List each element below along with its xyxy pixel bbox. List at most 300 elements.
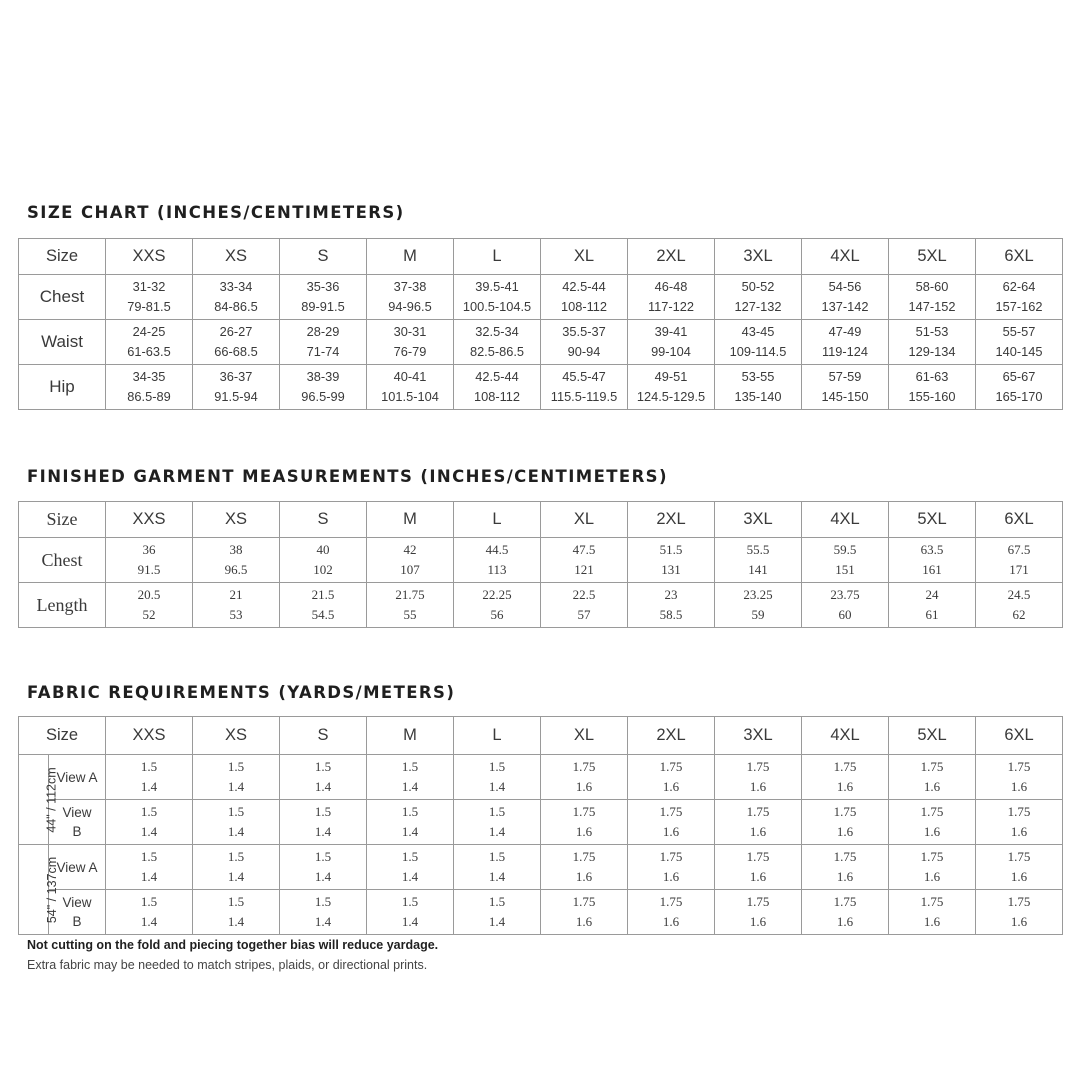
measurement-cell (106, 538, 193, 583)
view-label-line: View (62, 805, 92, 820)
size-header: Size (19, 502, 106, 538)
yards-value: 1.75 (572, 759, 596, 774)
inches-value: 51-53 (915, 324, 949, 339)
size-col-header: 5XL (889, 239, 976, 275)
measurement-cell (802, 538, 889, 583)
cm-value: 140-145 (995, 344, 1043, 359)
yards-value: 1.5 (488, 894, 506, 909)
inches-value: 59.5 (833, 542, 857, 557)
inches-value: 22.5 (572, 587, 596, 602)
measurement-cell (193, 538, 280, 583)
meters-value: 1.4 (314, 869, 332, 884)
row-label: Waist (19, 320, 106, 365)
yards-value: 1.5 (140, 759, 158, 774)
measurement-cell (454, 320, 541, 365)
inches-value: 31-32 (132, 279, 166, 294)
cm-value: 57 (577, 607, 591, 622)
measurement-cell (889, 583, 976, 628)
meters-value: 1.6 (662, 779, 680, 794)
fabric-cell (454, 800, 541, 845)
measurement-cell (976, 583, 1063, 628)
measurement-cell (976, 275, 1063, 320)
measurement-cell (715, 365, 802, 410)
fabric-cell (715, 890, 802, 935)
fabric-row (19, 755, 1063, 800)
measurement-cell (280, 583, 367, 628)
yards-value: 1.5 (401, 804, 419, 819)
cm-value: 54.5 (311, 607, 335, 622)
inches-value: 22.25 (482, 587, 512, 602)
inches-value: 21 (229, 587, 243, 602)
fabric-cell (367, 845, 454, 890)
inches-value: 53-55 (741, 369, 775, 384)
cm-value: 119-124 (821, 344, 868, 359)
cm-value: 52 (142, 607, 156, 622)
measurement-cell (106, 320, 193, 365)
yards-value: 1.5 (401, 759, 419, 774)
fabric-cell (280, 845, 367, 890)
measurement-cell (628, 538, 715, 583)
meters-value: 1.6 (923, 779, 941, 794)
cm-value: 91.5 (137, 562, 161, 577)
cm-value: 113 (487, 562, 507, 577)
measurement-cell (628, 320, 715, 365)
inches-value: 49-51 (654, 369, 688, 384)
cm-value: 66-68.5 (214, 344, 258, 359)
inches-value: 39.5-41 (475, 279, 519, 294)
cm-value: 131 (661, 562, 681, 577)
measurement-row (19, 320, 1063, 365)
cm-value: 161 (922, 562, 942, 577)
meters-value: 1.6 (836, 869, 854, 884)
cm-value: 84-86.5 (214, 299, 258, 314)
inches-value: 43-45 (741, 324, 775, 339)
yards-value: 1.75 (833, 894, 857, 909)
cm-value: 108-112 (473, 389, 520, 404)
inches-value: 21.75 (395, 587, 425, 602)
fabric-cell (193, 845, 280, 890)
cm-value: 109-114.5 (729, 344, 787, 359)
size-header: Size (19, 717, 106, 755)
inches-value: 47.5 (572, 542, 596, 557)
inches-value: 51.5 (659, 542, 683, 557)
inches-value: 24.5 (1007, 587, 1031, 602)
cm-value: 121 (574, 562, 594, 577)
size-col-header: XS (193, 502, 280, 538)
meters-value: 1.6 (749, 914, 767, 929)
size-col-header: 4XL (802, 717, 889, 755)
yards-value: 1.75 (659, 894, 683, 909)
yards-value: 1.5 (140, 804, 158, 819)
measurement-cell (367, 320, 454, 365)
meters-value: 1.4 (401, 869, 419, 884)
measurement-row (19, 365, 1063, 410)
inches-value: 42 (403, 542, 417, 557)
meters-value: 1.6 (923, 869, 941, 884)
cm-value: 94-96.5 (388, 299, 432, 314)
cm-value: 58.5 (659, 607, 683, 622)
fabric-row (19, 845, 1063, 890)
cm-value: 141 (748, 562, 768, 577)
meters-value: 1.6 (836, 779, 854, 794)
inches-value: 65-67 (1002, 369, 1036, 384)
fabric-cell (454, 845, 541, 890)
fabric-cell (541, 890, 628, 935)
fabric-width-text: 44" / 112cm (44, 766, 59, 833)
inches-value: 42.5-44 (562, 279, 606, 294)
measurement-cell (628, 365, 715, 410)
inches-value: 45.5-47 (562, 369, 606, 384)
cm-value: 89-91.5 (301, 299, 345, 314)
fabric-cell (541, 845, 628, 890)
size-col-header: XXS (106, 502, 193, 538)
inches-value: 50-52 (741, 279, 775, 294)
size-col-header: 6XL (976, 239, 1063, 275)
measurement-cell (541, 538, 628, 583)
fabric-cell (802, 755, 889, 800)
cm-value: 145-150 (821, 389, 869, 404)
measurement-cell (628, 275, 715, 320)
fabric-cell (280, 890, 367, 935)
yards-value: 1.75 (833, 804, 857, 819)
size-col-header: L (454, 502, 541, 538)
cm-value: 59 (751, 607, 765, 622)
fabric-cell (280, 755, 367, 800)
yards-value: 1.75 (1007, 849, 1031, 864)
measurement-cell (976, 365, 1063, 410)
meters-value: 1.6 (662, 869, 680, 884)
inches-value: 34-35 (132, 369, 166, 384)
fabric-cell (541, 800, 628, 845)
size-col-header: 6XL (976, 502, 1063, 538)
meters-value: 1.4 (227, 824, 245, 839)
measurement-row (19, 275, 1063, 320)
meters-value: 1.4 (488, 914, 506, 929)
size-col-header: 3XL (715, 239, 802, 275)
fabric-cell (193, 890, 280, 935)
fabric-cell (802, 890, 889, 935)
size-col-header: S (280, 717, 367, 755)
size-col-header: XS (193, 717, 280, 755)
cm-value: 127-132 (734, 299, 782, 314)
cm-value: 56 (490, 607, 504, 622)
inches-value: 33-34 (219, 279, 253, 294)
fabric-cell (193, 755, 280, 800)
measurement-cell (715, 583, 802, 628)
inches-value: 28-29 (306, 324, 340, 339)
meters-value: 1.4 (314, 914, 332, 929)
meters-value: 1.6 (1010, 779, 1028, 794)
inches-value: 35.5-37 (562, 324, 606, 339)
fabric-width-label (19, 755, 59, 845)
inches-value: 32.5-34 (475, 324, 519, 339)
yards-value: 1.5 (488, 759, 506, 774)
size-col-header: 5XL (889, 717, 976, 755)
yards-value: 1.75 (572, 804, 596, 819)
cm-value: 60 (838, 607, 852, 622)
meters-value: 1.6 (1010, 824, 1028, 839)
fabric-cell (889, 845, 976, 890)
inches-value: 67.5 (1007, 542, 1031, 557)
measurement-cell (193, 275, 280, 320)
meters-value: 1.6 (1010, 869, 1028, 884)
cm-value: 90-94 (567, 344, 601, 359)
measurement-cell (715, 320, 802, 365)
measurement-cell (889, 275, 976, 320)
fabric-cell (628, 890, 715, 935)
row-label: Chest (19, 538, 106, 583)
yards-value: 1.75 (920, 759, 944, 774)
measurement-cell (541, 320, 628, 365)
inches-value: 40 (316, 542, 330, 557)
fabric-cell (367, 800, 454, 845)
meters-value: 1.6 (575, 824, 593, 839)
yards-value: 1.75 (920, 849, 944, 864)
measurement-row (19, 538, 1063, 583)
cm-value: 107 (400, 562, 420, 577)
fabric-cell (889, 755, 976, 800)
meters-value: 1.4 (488, 779, 506, 794)
row-label: Hip (19, 365, 106, 410)
measurement-cell (280, 320, 367, 365)
size-col-header: 2XL (628, 502, 715, 538)
inches-value: 36 (142, 542, 156, 557)
yards-value: 1.75 (572, 894, 596, 909)
measurement-cell (367, 583, 454, 628)
meters-value: 1.6 (836, 914, 854, 929)
measurement-cell (889, 320, 976, 365)
measurement-cell (889, 538, 976, 583)
fabric-cell (889, 800, 976, 845)
cm-value: 157-162 (995, 299, 1043, 314)
inches-value: 55.5 (746, 542, 770, 557)
fabric-cell (367, 890, 454, 935)
fabric-cell (628, 755, 715, 800)
cm-value: 117-122 (647, 299, 694, 314)
meters-value: 1.4 (488, 869, 506, 884)
inches-value: 36-37 (219, 369, 253, 384)
meters-value: 1.4 (401, 779, 419, 794)
measurement-cell (367, 538, 454, 583)
fabric-cell (628, 845, 715, 890)
inches-value: 47-49 (828, 324, 862, 339)
fabric-cell (976, 890, 1063, 935)
cm-value: 165-170 (995, 389, 1043, 404)
fabric-cell (715, 845, 802, 890)
inches-value: 57-59 (828, 369, 862, 384)
fabric-cell (715, 755, 802, 800)
measurement-cell (454, 365, 541, 410)
yards-value: 1.75 (746, 849, 770, 864)
yards-value: 1.5 (401, 894, 419, 909)
yards-value: 1.5 (314, 894, 332, 909)
measurement-cell (193, 583, 280, 628)
meters-value: 1.6 (662, 824, 680, 839)
meters-value: 1.6 (923, 914, 941, 929)
yards-value: 1.75 (1007, 759, 1031, 774)
measurement-cell (541, 583, 628, 628)
inches-value: 38-39 (306, 369, 340, 384)
size-col-header: S (280, 239, 367, 275)
fabric-row (19, 800, 1063, 845)
cm-value: 91.5-94 (214, 389, 258, 404)
cm-value: 53 (229, 607, 243, 622)
cm-value: 61 (925, 607, 939, 622)
inches-value: 23 (664, 587, 678, 602)
meters-value: 1.4 (227, 869, 245, 884)
header-row (19, 717, 1063, 755)
inches-value: 62-64 (1002, 279, 1036, 294)
yards-value: 1.75 (746, 894, 770, 909)
measurement-cell (454, 275, 541, 320)
cm-value: 96.5-99 (301, 389, 345, 404)
cm-value: 62 (1012, 607, 1026, 622)
header-row (19, 502, 1063, 538)
fabric-requirements-table (18, 716, 1063, 935)
cm-value: 129-134 (908, 344, 956, 359)
row-label: Chest (19, 275, 106, 320)
meters-value: 1.6 (662, 914, 680, 929)
notes (27, 938, 438, 972)
yards-value: 1.75 (659, 759, 683, 774)
fabric-row (19, 890, 1063, 935)
cm-value: 100.5-104.5 (462, 299, 532, 314)
size-col-header: 2XL (628, 239, 715, 275)
size-col-header: M (367, 239, 454, 275)
cm-value: 61-63.5 (127, 344, 171, 359)
meters-value: 1.4 (140, 869, 158, 884)
meters-value: 1.6 (749, 869, 767, 884)
cm-value: 102 (313, 562, 333, 577)
yards-value: 1.5 (227, 894, 245, 909)
yards-value: 1.5 (488, 804, 506, 819)
measurement-cell (802, 275, 889, 320)
view-label-line: View (62, 895, 92, 910)
cm-value: 171 (1009, 562, 1029, 577)
inches-value: 40-41 (393, 369, 427, 384)
size-col-header: M (367, 717, 454, 755)
cm-value: 86.5-89 (127, 389, 171, 404)
cm-value: 135-140 (734, 389, 782, 404)
measurement-cell (802, 320, 889, 365)
measurement-cell (106, 275, 193, 320)
measurement-cell (367, 275, 454, 320)
size-col-header: XS (193, 239, 280, 275)
fabric-cell (193, 800, 280, 845)
meters-value: 1.4 (140, 824, 158, 839)
yards-value: 1.75 (1007, 894, 1031, 909)
inches-value: 35-36 (306, 279, 340, 294)
fabric-cell (454, 755, 541, 800)
meters-value: 1.6 (575, 914, 593, 929)
measurement-cell (628, 583, 715, 628)
note-yardage: Not cutting on the fold and piecing together bias will reduce yardage. (27, 938, 439, 952)
inches-value: 39-41 (654, 324, 688, 339)
fabric-cell (802, 845, 889, 890)
cm-value: 99-104 (651, 344, 691, 359)
fabric-cell (367, 755, 454, 800)
fabric-cell (106, 755, 193, 800)
meters-value: 1.6 (575, 779, 593, 794)
inches-value: 63.5 (920, 542, 944, 557)
row-label: Length (19, 583, 106, 628)
view-label-line: View A (56, 769, 98, 785)
cm-value: 151 (835, 562, 855, 577)
size-col-header: 4XL (802, 239, 889, 275)
fabric-cell (976, 755, 1063, 800)
fabric-cell (541, 755, 628, 800)
size-chart-table (18, 238, 1063, 410)
meters-value: 1.4 (227, 914, 245, 929)
measurement-row (19, 583, 1063, 628)
yards-value: 1.5 (314, 804, 332, 819)
inches-value: 20.5 (137, 587, 161, 602)
meters-value: 1.6 (836, 824, 854, 839)
yards-value: 1.75 (833, 849, 857, 864)
note-extra-fabric: Extra fabric may be needed to match stripes, plaids, or directional prints. (27, 958, 428, 972)
size-col-header: XXS (106, 239, 193, 275)
fabric-cell (106, 890, 193, 935)
size-col-header: 2XL (628, 717, 715, 755)
yards-value: 1.75 (659, 849, 683, 864)
measurement-cell (889, 365, 976, 410)
yards-value: 1.75 (746, 759, 770, 774)
yards-value: 1.5 (227, 804, 245, 819)
fabric-width-text: 54" / 137cm (45, 856, 60, 923)
meters-value: 1.4 (401, 824, 419, 839)
size-col-header: S (280, 502, 367, 538)
yards-value: 1.5 (140, 849, 158, 864)
fabric-cell (106, 845, 193, 890)
fabric-cell (802, 800, 889, 845)
cm-value: 55 (403, 607, 417, 622)
measurement-cell (193, 320, 280, 365)
cm-value: 108-112 (560, 299, 607, 314)
yards-value: 1.5 (314, 849, 332, 864)
yards-value: 1.75 (1007, 804, 1031, 819)
inches-value: 30-31 (393, 324, 427, 339)
measurement-cell (715, 538, 802, 583)
inches-value: 23.75 (830, 587, 860, 602)
yards-value: 1.5 (227, 849, 245, 864)
finished-garment-table (18, 501, 1063, 628)
view-label-line: B (72, 914, 82, 929)
measurement-cell (976, 538, 1063, 583)
cm-value: 71-74 (306, 344, 340, 359)
finished-garment-title: FINISHED GARMENT MEASUREMENTS (INCHES/CENTIMETERS) (27, 467, 668, 486)
inches-value: 21.5 (311, 587, 335, 602)
header-row (19, 239, 1063, 275)
cm-value: 115.5-119.5 (550, 389, 618, 404)
yards-value: 1.5 (227, 759, 245, 774)
cm-value: 124.5-129.5 (636, 389, 706, 404)
inches-value: 26-27 (219, 324, 253, 339)
fabric-width-label (19, 845, 60, 935)
inches-value: 37-38 (393, 279, 427, 294)
measurement-cell (802, 365, 889, 410)
measurement-cell (106, 583, 193, 628)
measurement-cell (280, 275, 367, 320)
fabric-cell (889, 890, 976, 935)
yards-value: 1.5 (140, 894, 158, 909)
meters-value: 1.4 (140, 779, 158, 794)
meters-value: 1.4 (314, 779, 332, 794)
meters-value: 1.6 (923, 824, 941, 839)
view-label-line: B (72, 824, 82, 839)
measurement-cell (280, 538, 367, 583)
size-col-header: 4XL (802, 502, 889, 538)
inches-value: 61-63 (915, 369, 949, 384)
